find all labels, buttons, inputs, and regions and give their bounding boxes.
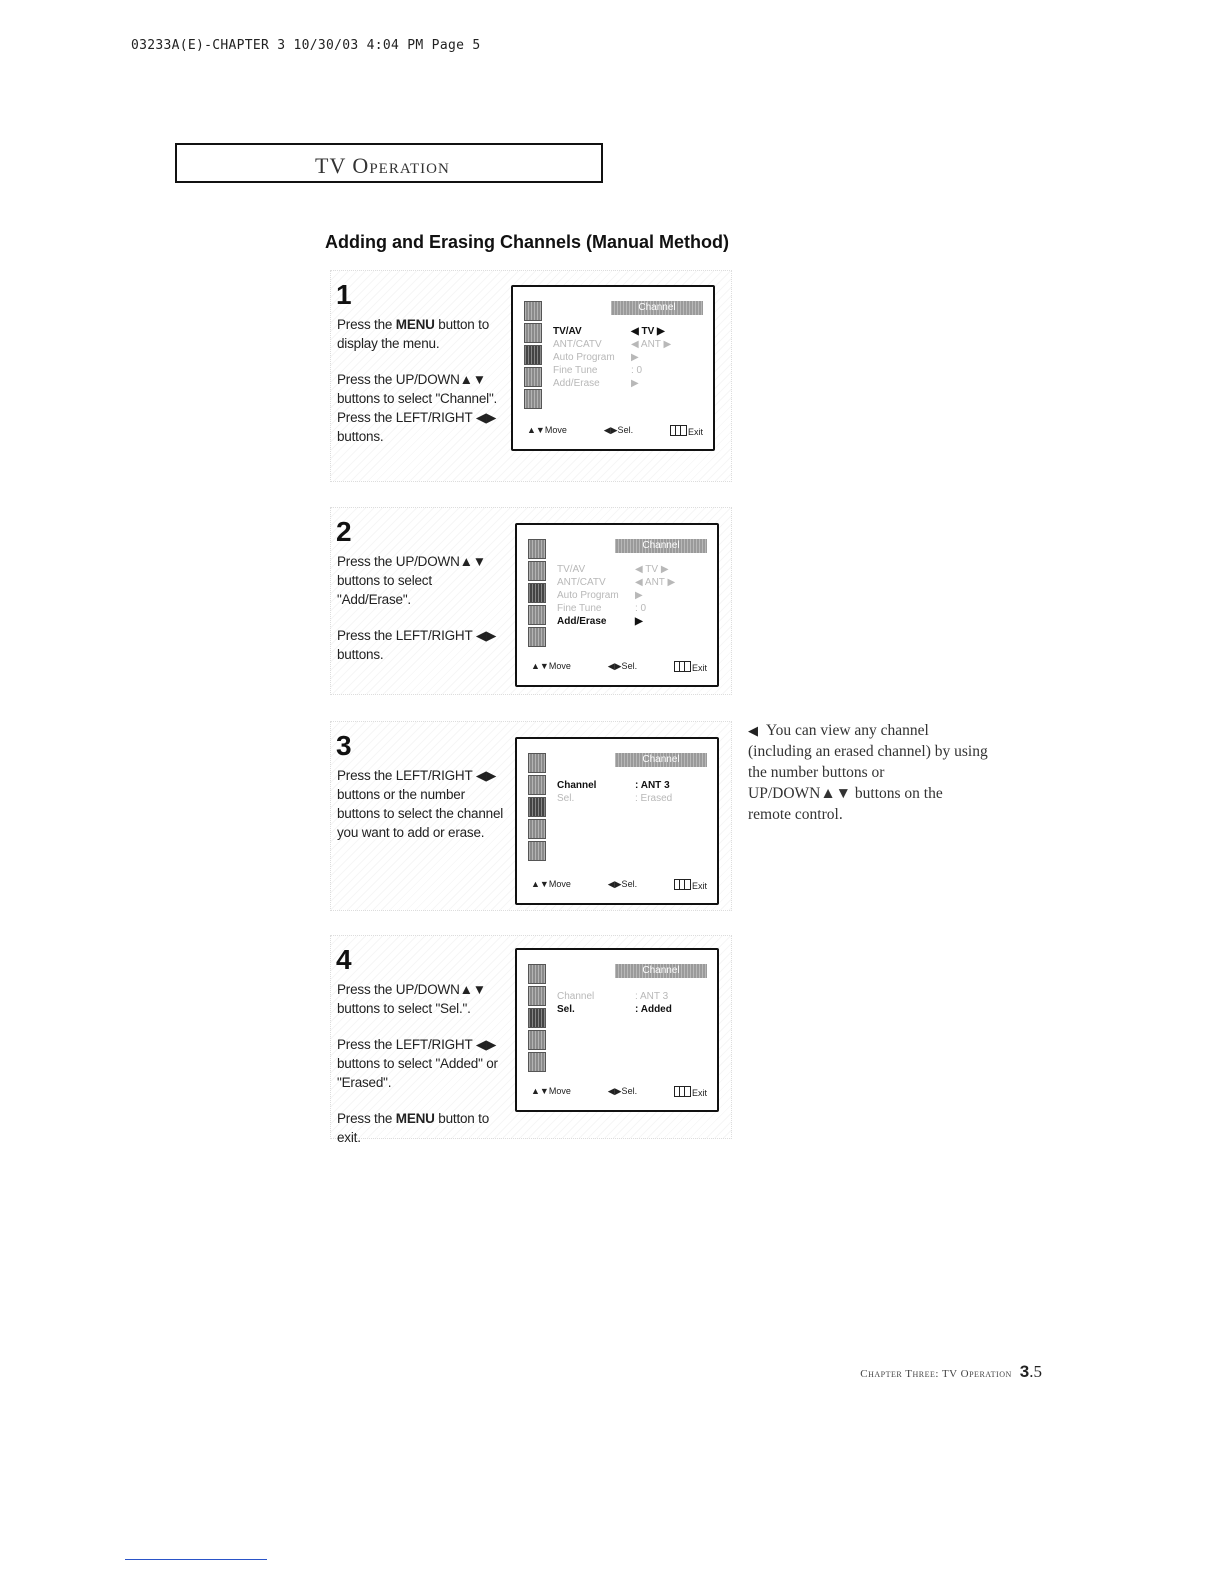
osd-select-hint: ◀▶Sel.	[603, 425, 634, 435]
step-paragraph: Press the MENU button to display the menu.	[337, 317, 490, 351]
step-paragraph: Press the UP/DOWN▲▼ buttons to select "Sel.".	[337, 982, 486, 1016]
osd-move-hint: ▲▼Move	[531, 661, 571, 671]
function-menu-icon	[524, 367, 542, 387]
pointer-arrow-icon: ◀	[748, 723, 758, 738]
osd-select-hint: ◀▶Sel.	[607, 879, 638, 889]
function-menu-icon	[528, 1030, 546, 1050]
osd-row-auto-program: Auto Program ▶	[553, 352, 639, 363]
bottom-rule	[125, 1559, 267, 1560]
setup-menu-icon	[528, 1052, 546, 1072]
osd-menu-screen	[515, 737, 719, 905]
sound-menu-icon	[528, 986, 546, 1006]
page-heading: Adding and Erasing Channels (Manual Method)	[325, 232, 730, 252]
menu-button-icon	[674, 1086, 691, 1097]
osd-move-hint: ▲▼Move	[531, 879, 571, 889]
step-number: 4	[336, 944, 352, 975]
osd-select-hint: ◀▶Sel.	[607, 1086, 638, 1096]
step-instructions	[337, 766, 505, 859]
osd-title: Channel	[611, 301, 703, 315]
step-number: 3	[336, 730, 352, 761]
osd-select-hint: ◀▶Sel.	[607, 661, 638, 671]
channel-menu-icon	[524, 345, 542, 365]
step-paragraph: Press the UP/DOWN▲▼ buttons to select "Add/Erase".	[337, 554, 486, 607]
footer-chapter: Chapter Three: TV Operation	[860, 1368, 1012, 1380]
osd-row-fine-tune: Fine Tune : 0	[557, 603, 647, 614]
osd-row-tv-av: TV/AV ◀ TV ▶	[553, 326, 665, 337]
osd-exit-hint: Exit	[674, 661, 707, 673]
osd-menu-screen	[515, 948, 719, 1112]
side-note-text: You can view any channel (including an erased channel) by using the number buttons or UP/DOWN▲▼ buttons on the remote control.	[748, 722, 988, 823]
osd-row-channel: Channel : ANT 3	[557, 780, 670, 791]
step-3	[330, 721, 732, 911]
step-paragraph: Press the LEFT/RIGHT ◀▶ buttons to select "Added" or "Erased".	[337, 1037, 498, 1090]
side-note	[748, 720, 988, 825]
page-number: 3.5	[1019, 1362, 1042, 1381]
picture-menu-icon	[528, 753, 546, 773]
osd-exit-hint: Exit	[674, 1086, 707, 1098]
osd-row-auto-program: Auto Program ▶	[557, 590, 643, 601]
picture-menu-icon	[524, 301, 542, 321]
osd-move-hint: ▲▼Move	[527, 425, 567, 435]
setup-menu-icon	[528, 627, 546, 647]
setup-menu-icon	[528, 841, 546, 861]
function-menu-icon	[528, 819, 546, 839]
osd-exit-hint: Exit	[670, 425, 703, 437]
osd-row-add-erase: Add/Erase ▶	[553, 378, 639, 389]
step-paragraph: Press the UP/DOWN▲▼ buttons to select "Channel". Press the LEFT/RIGHT ◀▶ buttons.	[337, 372, 498, 444]
osd-move-hint: ▲▼Move	[531, 1086, 571, 1096]
menu-button-icon	[674, 879, 691, 890]
function-menu-icon	[528, 605, 546, 625]
osd-row-sel: Sel. : Added	[557, 1004, 672, 1015]
osd-exit-hint: Exit	[674, 879, 707, 891]
step-instructions	[337, 552, 505, 681]
osd-title: Channel	[615, 753, 707, 767]
step-instructions	[337, 315, 505, 463]
step-instructions	[337, 980, 505, 1164]
step-1	[330, 270, 732, 482]
osd-row-fine-tune: Fine Tune : 0	[553, 365, 643, 376]
osd-row-tv-av: TV/AV ◀ TV ▶	[557, 564, 669, 575]
step-2	[330, 507, 732, 695]
osd-row-ant-catv: ANT/CATV ◀ ANT ▶	[553, 339, 672, 350]
page-footer	[860, 1362, 1042, 1382]
osd-title: Channel	[615, 964, 707, 978]
channel-menu-icon	[528, 797, 546, 817]
step-paragraph: Press the MENU button to exit.	[337, 1111, 490, 1145]
osd-icon-column	[528, 753, 546, 865]
osd-icon-column	[528, 539, 546, 651]
osd-menu-screen	[511, 285, 715, 451]
osd-row-sel: Sel. : Erased	[557, 793, 673, 804]
step-paragraph: Press the LEFT/RIGHT ◀▶ buttons or the number buttons to select the channel you want to add or erase.	[337, 768, 504, 840]
step-number: 2	[336, 516, 352, 547]
osd-row-add-erase: Add/Erase ▶	[557, 616, 643, 627]
osd-icon-column	[528, 964, 546, 1076]
step-number: 1	[336, 279, 352, 310]
osd-row-ant-catv: ANT/CATV ◀ ANT ▶	[557, 577, 676, 588]
osd-icon-column	[524, 301, 542, 413]
osd-footer	[527, 425, 703, 437]
osd-title: Channel	[615, 539, 707, 553]
setup-menu-icon	[524, 389, 542, 409]
sound-menu-icon	[524, 323, 542, 343]
picture-menu-icon	[528, 539, 546, 559]
section-title: TV Operation	[315, 153, 450, 178]
section-header-box	[175, 143, 603, 183]
osd-footer	[531, 879, 707, 891]
osd-footer	[531, 1086, 707, 1098]
channel-menu-icon	[528, 583, 546, 603]
osd-row-channel: Channel : ANT 3	[557, 991, 669, 1002]
sound-menu-icon	[528, 775, 546, 795]
picture-menu-icon	[528, 964, 546, 984]
menu-button-icon	[674, 661, 691, 672]
osd-menu-screen	[515, 523, 719, 687]
sound-menu-icon	[528, 561, 546, 581]
channel-menu-icon	[528, 1008, 546, 1028]
osd-footer	[531, 661, 707, 673]
step-4	[330, 935, 732, 1145]
step-paragraph: Press the LEFT/RIGHT ◀▶ buttons.	[337, 628, 497, 662]
print-slug: 03233A(E)-CHAPTER 3 10/30/03 4:04 PM Page 5	[131, 38, 481, 53]
menu-button-icon	[670, 425, 687, 436]
